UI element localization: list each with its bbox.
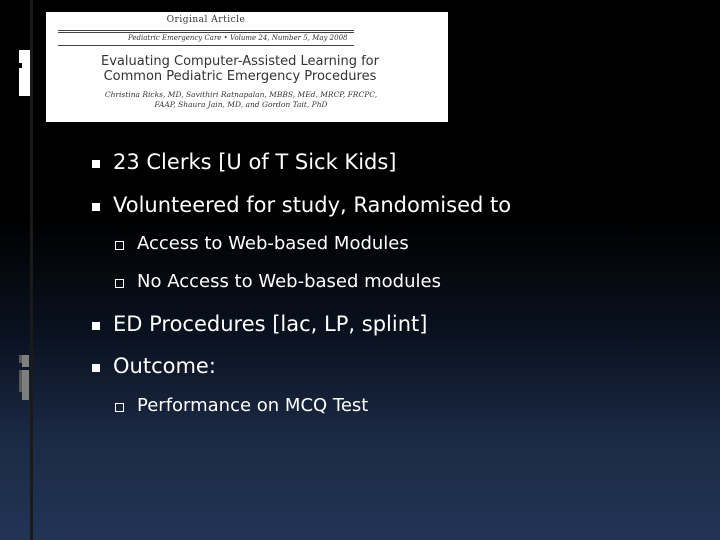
deco-bar: [22, 355, 29, 367]
journal-line: Pediatric Emergency Care • Volume 24, Number 5, May 2008: [128, 34, 348, 42]
bullet-square-icon: [92, 160, 100, 168]
sub-bullet-text: Access to Web-based Modules: [137, 233, 409, 254]
sub-bullet-text: No Access to Web-based modules: [137, 271, 441, 292]
article-title: Evaluating Computer-Assisted Learning for Common Pediatric Emergency Procedures: [101, 54, 379, 84]
bullet-text: 23 Clerks [U of T Sick Kids]: [113, 150, 397, 174]
sub-bullet-square-icon: [115, 403, 124, 412]
bullet-text: Volunteered for study, Randomised to: [113, 193, 512, 217]
divider: [58, 30, 354, 31]
deco-bar: [22, 50, 30, 96]
sub-bullet-text: Performance on MCQ Test: [137, 395, 369, 416]
bullet-square-icon: [92, 364, 100, 372]
sub-bullet-square-icon: [115, 241, 124, 250]
bullet-square-icon: [92, 203, 100, 211]
divider: [58, 32, 354, 33]
divider: [58, 45, 354, 46]
bullet-square-icon: [92, 322, 100, 330]
deco-bar: [22, 370, 29, 400]
bullet-text: Outcome:: [113, 354, 216, 378]
article-authors: Christina Ricks, MD, Savithiri Ratnapalan, MBBS, MEd, MRCP, FRCPC, FAAP, Shaura Jain, MD, and Gordon Tait, PhD: [104, 90, 378, 109]
sub-bullet-square-icon: [115, 279, 124, 288]
article-header-image: [46, 12, 448, 122]
bullet-text: ED Procedures [lac, LP, splint]: [113, 312, 428, 336]
left-divider: [30, 0, 33, 540]
article-label: Original Article: [166, 15, 246, 25]
